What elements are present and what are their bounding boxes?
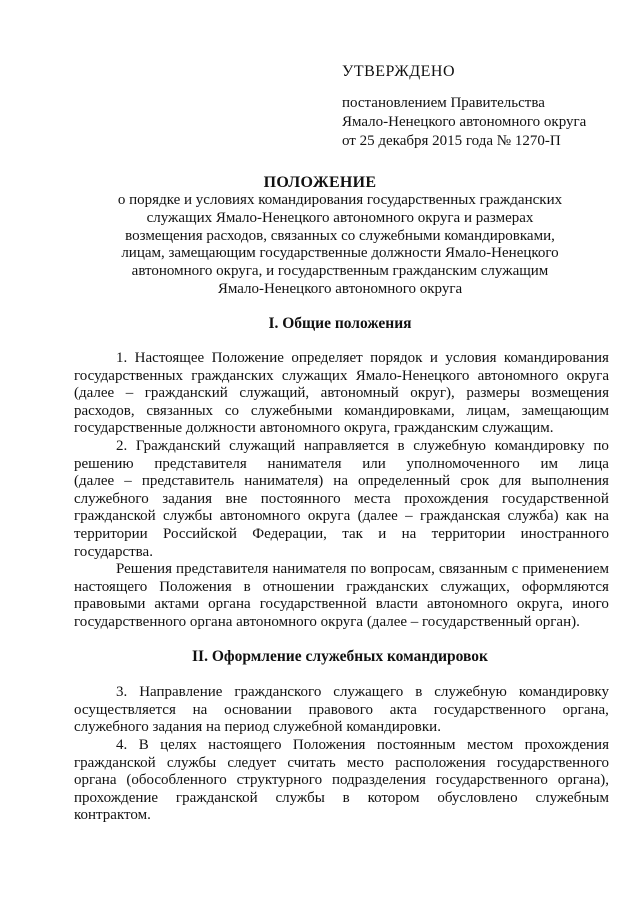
subtitle-line: о порядке и условиях командирования государственных гражданских — [117, 192, 563, 208]
subtitle-line: Ямало-Ненецкого автономного округа — [217, 280, 463, 297]
text-line: (далее – представитель нанимателя) на определенный срок для выполнения — [74, 473, 609, 490]
approval-line: от 25 декабря 2015 года № 1270-П — [342, 133, 561, 149]
document-subtitle — [60, 192, 620, 299]
text-line: 3. Направление гражданского служащего в служебную командировку — [116, 684, 609, 700]
approval-line: постановлением Правительства — [342, 95, 545, 111]
approval-stamp — [342, 62, 632, 151]
text-line: гражданской службы следует считать место расположения государственного — [74, 754, 609, 771]
text-line: органа (обособленного структурного подразделения государственного органа), — [74, 772, 609, 789]
approval-line: Ямало-Ненецкого автономного округа — [342, 114, 587, 130]
paragraph-2 — [74, 438, 609, 561]
subtitle-line: служащих Ямало-Ненецкого автономного округа и размерах — [146, 209, 534, 226]
approved-title: УТВЕРЖДЕНО — [342, 63, 456, 80]
text-line: расходов, связанных со служебными командировками, лицам, замещающим — [74, 402, 609, 419]
paragraph-5 — [74, 737, 609, 825]
subtitle-line: лицам, замещающим государственные должности Ямало-Ненецкого — [121, 245, 559, 262]
text-line: решению представителя нанимателя или уполномоченного им лица — [74, 455, 609, 472]
text-line: контрактом. — [74, 807, 151, 824]
text-line: 1. Настоящее Положение определяет порядок и условия командирования — [116, 350, 609, 366]
text-line: 4. В целях настоящего Положения постоянным местом прохождения — [116, 737, 609, 753]
text-line: Решения представителя нанимателя по вопросам, связанным с применением — [116, 561, 609, 577]
text-line: территории Российской Федерации, так и на территории иностранного — [74, 525, 609, 542]
paragraph-4 — [74, 684, 609, 737]
text-line: прохождение гражданской службы в котором обусловлено служебным — [74, 789, 609, 806]
subtitle-line: автономного округа, и государственным гражданским служащим — [131, 263, 549, 280]
paragraph-1 — [74, 350, 609, 438]
paragraph-3 — [74, 561, 609, 631]
text-line: служебного задания на период служебной командировки. — [74, 719, 441, 736]
text-line: государственного органа автономного округа (далее – государственный орган). — [74, 613, 580, 630]
text-line: настоящего Положения в отношении гражданских служащих, оформляются — [74, 578, 609, 595]
text-line: государственных гражданских служащих Ямало-Ненецкого автономного округа — [74, 367, 609, 384]
document-title: ПОЛОЖЕНИЕ — [263, 174, 377, 191]
text-line: 2. Гражданский служащий направляется в служебную командировку по — [116, 438, 609, 454]
text-line: (далее – гражданский служащий, автономный округ), размеры возмещения — [74, 385, 609, 402]
subtitle-line: возмещения расходов, связанных со служебными командировками, — [125, 227, 555, 244]
text-line: государственные должности автономного округа, гражданским служащим. — [74, 420, 554, 437]
text-line: служебного задания вне постоянного места прохождения государственной — [74, 490, 609, 507]
text-line: гражданской службы автономного округа (далее – гражданская служба) как на — [74, 508, 609, 525]
section-heading-2: II. Оформление служебных командировок — [192, 648, 488, 665]
text-line: правовыми актами органа государственной власти автономного округа, иного — [74, 596, 609, 613]
text-line: осуществляется на основании правового акта государственного органа, — [74, 701, 609, 718]
text-line: государства. — [74, 543, 153, 560]
section-heading-1: I. Общие положения — [268, 315, 412, 332]
